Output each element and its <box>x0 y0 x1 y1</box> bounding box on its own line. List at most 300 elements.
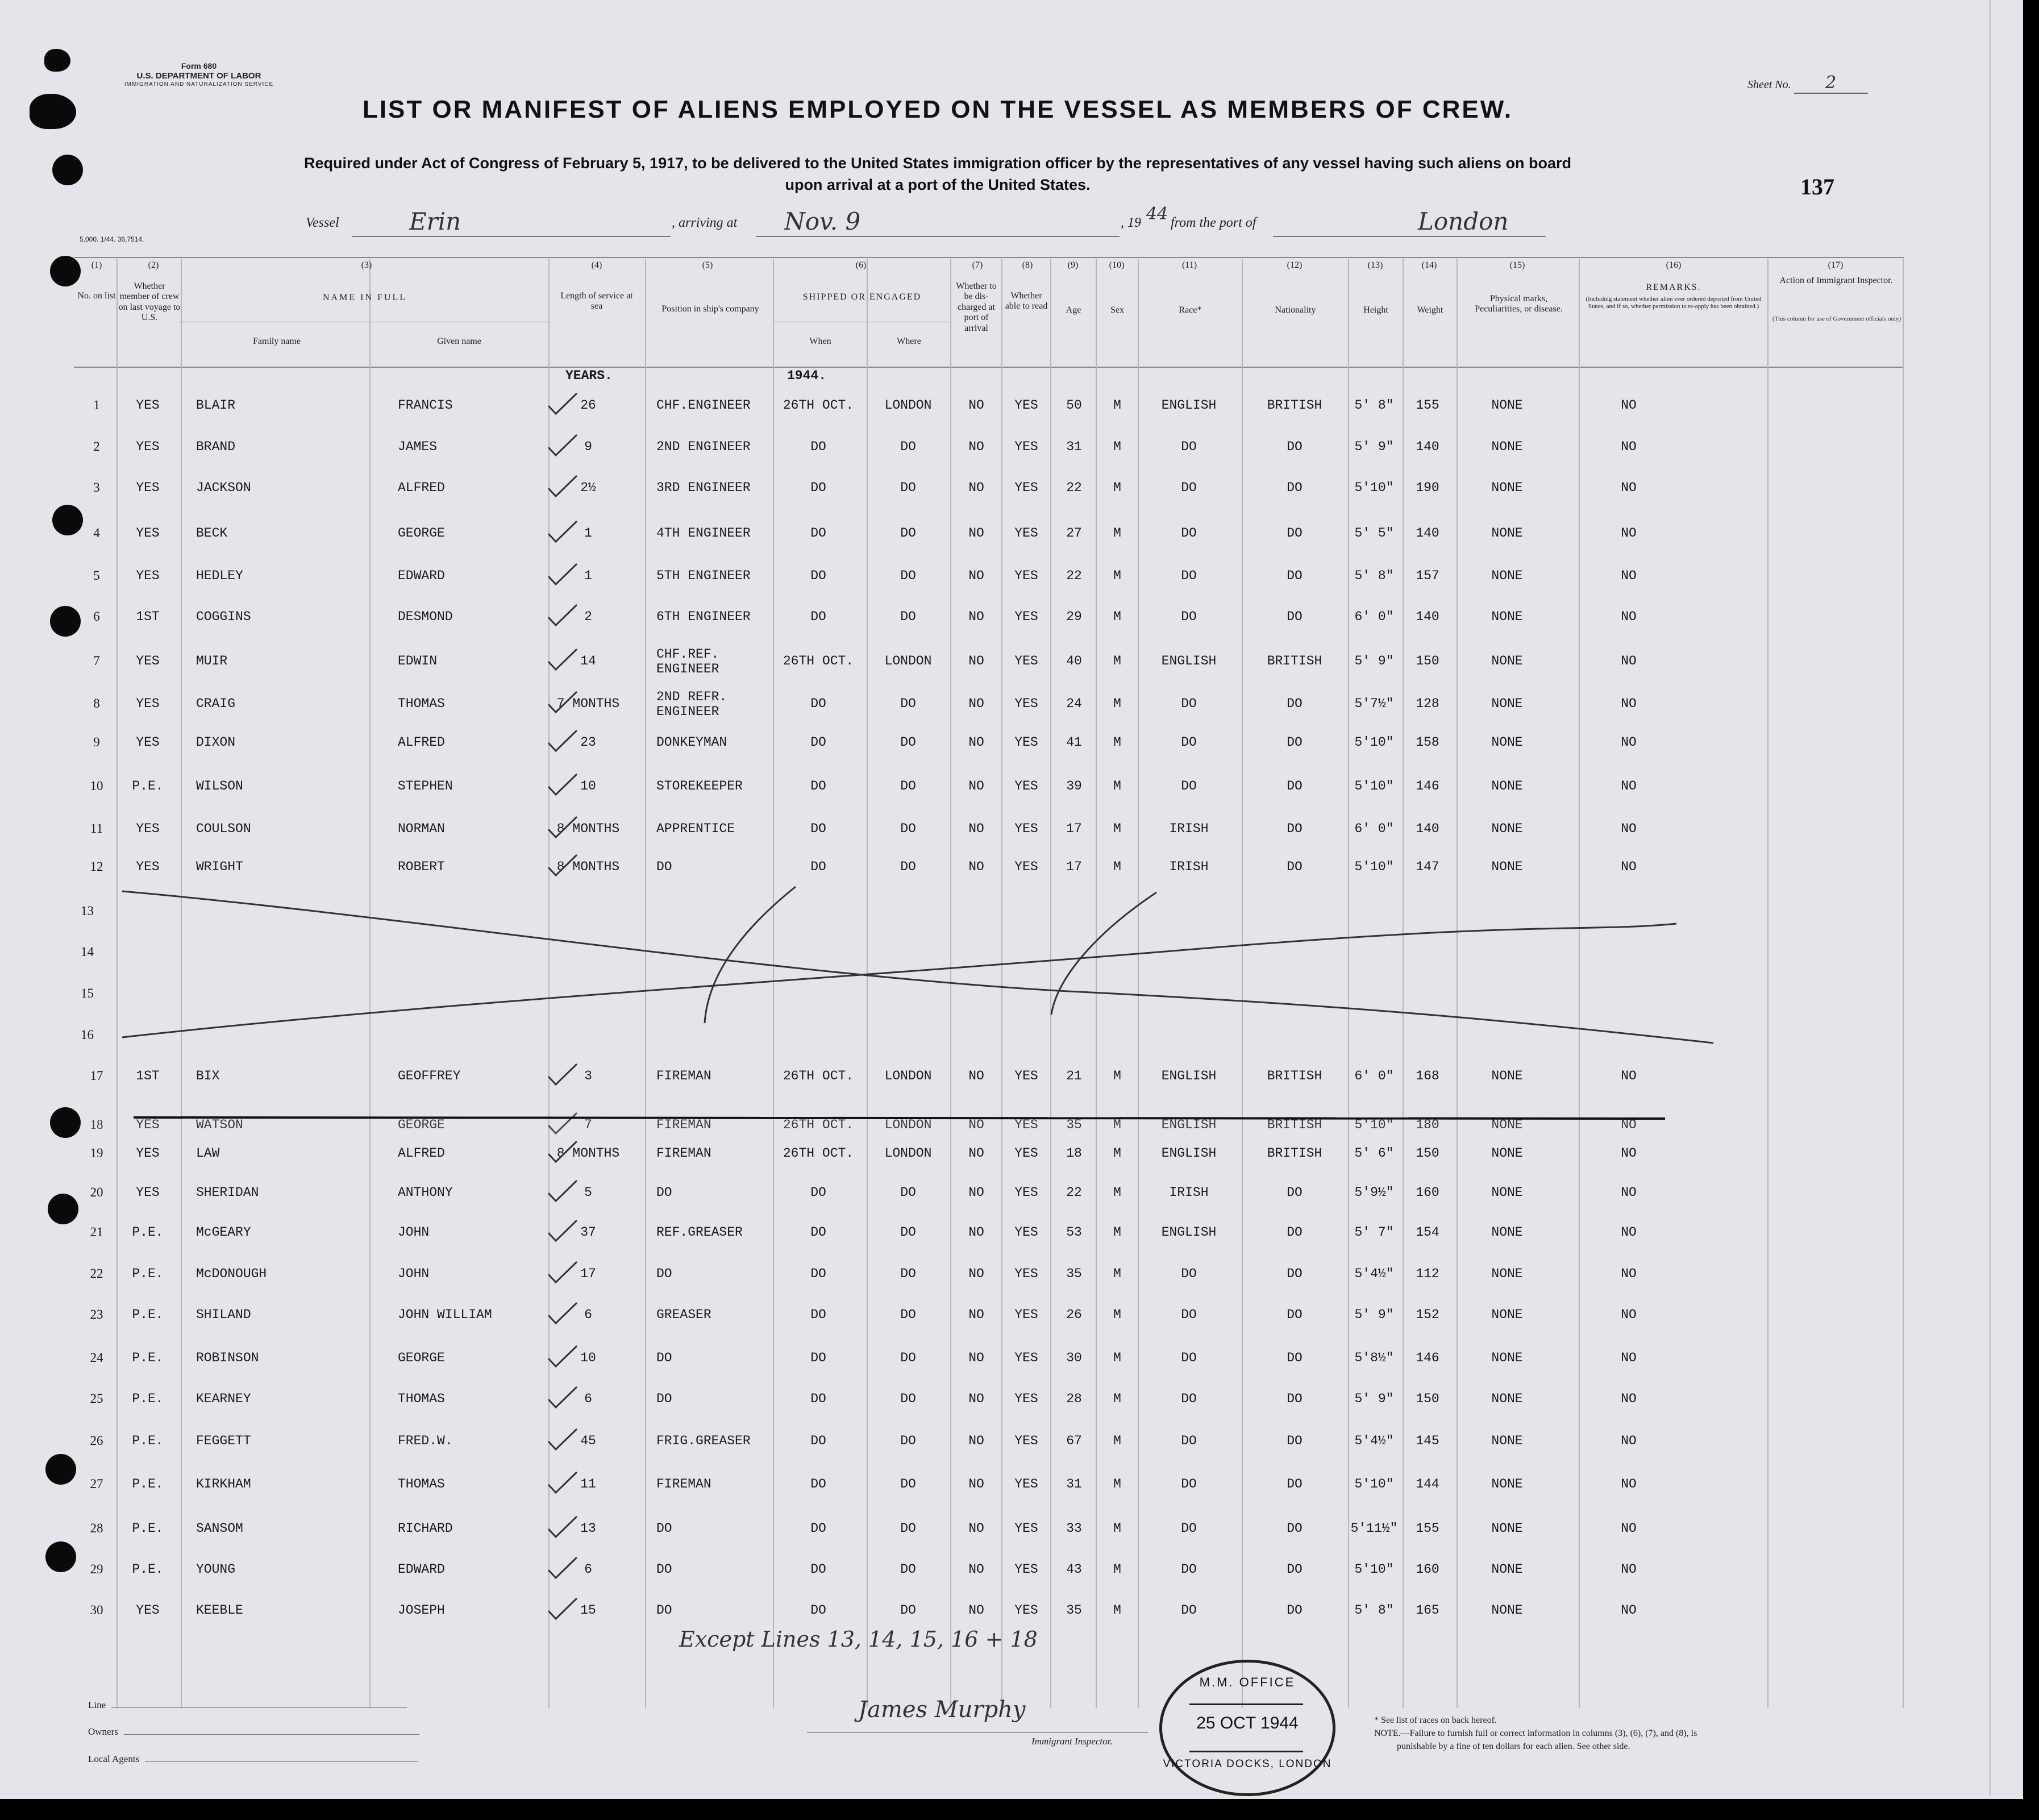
family-name: KEARNEY <box>196 1391 251 1406</box>
weight: 145 <box>1416 1433 1439 1448</box>
col-num: (4) <box>591 260 602 270</box>
position: DO <box>656 1562 672 1577</box>
service-length: 7 <box>584 1117 592 1132</box>
nationality: DO <box>1287 1477 1303 1491</box>
weight: 150 <box>1416 1391 1439 1406</box>
nationality: DO <box>1287 1391 1303 1406</box>
col-num: (14) <box>1421 260 1437 270</box>
given-name: ANTHONY <box>398 1185 453 1200</box>
family-name: WATSON <box>196 1117 243 1132</box>
discharged: NO <box>968 696 984 711</box>
able-to-read: YES <box>1014 735 1038 750</box>
col-num: (15) <box>1509 260 1525 270</box>
age: 35 <box>1066 1266 1082 1281</box>
height: 5'10" <box>1354 779 1394 793</box>
shipped-when: DO <box>810 1351 826 1365</box>
remarks: NO <box>1621 1225 1637 1240</box>
sex: M <box>1113 1391 1121 1406</box>
sex: M <box>1113 526 1121 541</box>
physical-marks: NONE <box>1491 398 1523 413</box>
sex: M <box>1113 859 1121 874</box>
header-position: Position in ship's company <box>661 304 759 314</box>
service-length: 2 <box>584 609 592 624</box>
height: 5'11½" <box>1350 1521 1398 1536</box>
height: 6' 0" <box>1354 821 1394 836</box>
given-name: JOSEPH <box>398 1603 445 1618</box>
discharged: NO <box>968 859 984 874</box>
discharged: NO <box>968 568 984 583</box>
row-number: 8 <box>93 696 100 710</box>
weight: 144 <box>1416 1477 1439 1491</box>
given-name: FRED.W. <box>398 1433 453 1448</box>
position: FIREMAN <box>656 1146 711 1161</box>
weight: 140 <box>1416 526 1439 541</box>
position: CHF.ENGINEER <box>656 398 751 413</box>
service-length: 15 <box>580 1603 596 1618</box>
shipped-when: DO <box>810 821 826 836</box>
cancel-stroke <box>705 887 796 1023</box>
agents-label: Local Agents <box>88 1753 140 1764</box>
row-number: 1 <box>93 398 100 412</box>
line-label: Line <box>88 1700 106 1710</box>
height: 5' 9" <box>1354 1391 1394 1406</box>
shipped-when: DO <box>810 1562 826 1577</box>
given-name: EDWARD <box>398 1562 445 1577</box>
race: DO <box>1181 480 1197 495</box>
family-name: COGGINS <box>196 609 251 624</box>
able-to-read: YES <box>1014 1307 1038 1322</box>
row-number: 25 <box>90 1391 103 1406</box>
header-height: Height <box>1363 305 1388 315</box>
age: 43 <box>1066 1562 1082 1577</box>
service-length: 7 MONTHS <box>556 696 620 711</box>
able-to-read: YES <box>1014 821 1038 836</box>
header-action-note: (This column for use of Government officials only) <box>1772 315 1901 322</box>
shipped-where: DO <box>900 779 916 793</box>
shipped-where: DO <box>900 526 916 541</box>
remarks: NO <box>1621 526 1637 541</box>
height: 5' 8" <box>1354 568 1394 583</box>
sheet-number: 2 <box>1794 73 1868 94</box>
race: DO <box>1181 1391 1197 1406</box>
shipped-when: DO <box>810 568 826 583</box>
able-to-read: YES <box>1014 779 1038 793</box>
given-name: THOMAS <box>398 1477 445 1491</box>
shipped-where: DO <box>900 1391 916 1406</box>
remarks: NO <box>1621 696 1637 711</box>
remarks: NO <box>1621 1391 1637 1406</box>
stamp-top-text: M.M. OFFICE <box>1199 1675 1296 1689</box>
member-status: YES <box>136 568 160 583</box>
able-to-read: YES <box>1014 859 1038 874</box>
row-number: 19 <box>90 1146 103 1160</box>
member-status: 1ST <box>136 609 160 624</box>
height: 5' 7" <box>1354 1225 1394 1240</box>
shipped-where: DO <box>900 1477 916 1491</box>
position: FRIG.GREASER <box>656 1433 751 1448</box>
header-no-on-list: No. on list <box>77 291 116 301</box>
member-status: YES <box>136 859 160 874</box>
remarks: NO <box>1621 1603 1637 1618</box>
race: ENGLISH <box>1161 1117 1217 1132</box>
family-name: SANSOM <box>196 1521 243 1536</box>
family-name: DIXON <box>196 735 236 750</box>
shipped-where: DO <box>900 568 916 583</box>
row-number: 28 <box>90 1521 103 1535</box>
col-num: (8) <box>1022 260 1033 270</box>
shipped-where: DO <box>900 1307 916 1322</box>
discharged: NO <box>968 1307 984 1322</box>
row-number: 9 <box>93 735 100 749</box>
family-name: LAW <box>196 1146 220 1161</box>
family-name: JACKSON <box>196 480 251 495</box>
able-to-read: YES <box>1014 1266 1038 1281</box>
row-number: 6 <box>93 609 100 624</box>
header-weight: Weight <box>1417 305 1443 315</box>
discharged: NO <box>968 398 984 413</box>
given-name: JOHN <box>398 1266 430 1281</box>
remarks: NO <box>1621 1117 1637 1132</box>
sex: M <box>1113 1477 1121 1491</box>
nationality: DO <box>1287 859 1303 874</box>
shipped-when: 26TH OCT. <box>783 654 854 668</box>
sex: M <box>1113 1521 1121 1536</box>
position: 2ND ENGINEER <box>656 439 751 454</box>
nationality: DO <box>1287 526 1303 541</box>
header-remarks: REMARKS. <box>1646 282 1701 292</box>
discharged: NO <box>968 1477 984 1491</box>
sex: M <box>1113 1146 1121 1161</box>
vessel-label: Vessel <box>306 215 339 230</box>
member-status: YES <box>136 1185 160 1200</box>
sex: M <box>1113 609 1121 624</box>
position: 3RD ENGINEER <box>656 480 751 495</box>
member-status: YES <box>136 654 160 668</box>
given-name: ALFRED <box>398 480 445 495</box>
given-name: GEORGE <box>398 1117 445 1132</box>
shipped-where: LONDON <box>884 1146 932 1161</box>
height: 5'10" <box>1354 1477 1394 1491</box>
sex: M <box>1113 568 1121 583</box>
member-status: P.E. <box>132 1433 164 1448</box>
discharged: NO <box>968 735 984 750</box>
able-to-read: YES <box>1014 1562 1038 1577</box>
given-name: GEOFFREY <box>398 1069 461 1083</box>
family-name: WRIGHT <box>196 859 243 874</box>
race: DO <box>1181 609 1197 624</box>
strike-through-row-18 <box>134 1117 1665 1119</box>
weight: 128 <box>1416 696 1439 711</box>
nationality: BRITISH <box>1267 654 1322 668</box>
col-num: (9) <box>1067 260 1079 270</box>
position: DONKEYMAN <box>656 735 727 750</box>
weight: 180 <box>1416 1117 1439 1132</box>
col-num: (3) <box>361 260 372 270</box>
height: 6' 0" <box>1354 1069 1394 1083</box>
sheet-label: Sheet No. <box>1747 78 1791 91</box>
age: 67 <box>1066 1433 1082 1448</box>
service-length: 45 <box>580 1433 596 1448</box>
nationality: BRITISH <box>1267 1069 1322 1083</box>
shipped-when: DO <box>810 439 826 454</box>
weight: 157 <box>1416 568 1439 583</box>
shipped-where: DO <box>900 1433 916 1448</box>
weight: 112 <box>1416 1266 1439 1281</box>
physical-marks: NONE <box>1491 1307 1523 1322</box>
row-number: 21 <box>90 1225 103 1239</box>
shipped-where: DO <box>900 1266 916 1281</box>
family-name: COULSON <box>196 821 251 836</box>
able-to-read: YES <box>1014 1603 1038 1618</box>
able-to-read: YES <box>1014 480 1038 495</box>
sex: M <box>1113 1117 1121 1132</box>
discharged: NO <box>968 526 984 541</box>
blank-row-number: 15 <box>81 986 94 1000</box>
given-name: FRANCIS <box>398 398 453 413</box>
nationality: DO <box>1287 1521 1303 1536</box>
shipped-when: DO <box>810 1225 826 1240</box>
shipped-where: DO <box>900 1521 916 1536</box>
physical-marks: NONE <box>1491 1433 1523 1448</box>
nationality: DO <box>1287 735 1303 750</box>
age: 53 <box>1066 1225 1082 1240</box>
race: DO <box>1181 779 1197 793</box>
age: 26 <box>1066 1307 1082 1322</box>
header-remarks-note: (Including statement whether alien ever ordered deported from United States, and if so, whether permission to re-apply has been obtained.) <box>1586 296 1762 310</box>
header-age: Age <box>1066 305 1081 315</box>
shipped-where: DO <box>900 480 916 495</box>
row-number: 17 <box>90 1069 103 1083</box>
shipped-when: 26TH OCT. <box>783 398 854 413</box>
weight: 160 <box>1416 1185 1439 1200</box>
position: STOREKEEPER <box>656 779 743 793</box>
nationality: DO <box>1287 779 1303 793</box>
discharged: NO <box>968 821 984 836</box>
physical-marks: NONE <box>1491 568 1523 583</box>
height: 5' 8" <box>1354 1603 1394 1618</box>
remarks: NO <box>1621 735 1637 750</box>
header-physical-marks: Physical marks, Peculiarities, or disease. <box>1475 294 1563 314</box>
race: DO <box>1181 1477 1197 1491</box>
height: 5'9½" <box>1354 1185 1394 1200</box>
height: 5' 6" <box>1354 1146 1394 1161</box>
shipped-when: DO <box>810 1603 826 1618</box>
sex: M <box>1113 1266 1121 1281</box>
weight: 140 <box>1416 439 1439 454</box>
service-length: 1 <box>584 526 592 541</box>
print-code: 5,000. 1/44. 36,7514. <box>80 235 144 243</box>
race: ENGLISH <box>1161 398 1217 413</box>
age: 31 <box>1066 439 1082 454</box>
nationality: DO <box>1287 480 1303 495</box>
able-to-read: YES <box>1014 398 1038 413</box>
nationality: DO <box>1287 1225 1303 1240</box>
height: 5' 9" <box>1354 654 1394 668</box>
remarks: NO <box>1621 821 1637 836</box>
years-label: YEARS. <box>565 368 613 383</box>
shipped-where: DO <box>900 1351 916 1365</box>
height: 5' 9" <box>1354 439 1394 454</box>
nationality: BRITISH <box>1267 1117 1322 1132</box>
member-status: 1ST <box>136 1069 160 1083</box>
blank-row-number: 16 <box>81 1028 94 1042</box>
physical-marks: NONE <box>1491 1562 1523 1577</box>
form-number: Form 680 <box>181 61 217 70</box>
member-status: P.E. <box>132 1562 164 1577</box>
member-status: P.E. <box>132 1266 164 1281</box>
race: DO <box>1181 526 1197 541</box>
sex: M <box>1113 1225 1121 1240</box>
physical-marks: NONE <box>1491 1146 1523 1161</box>
weight: 155 <box>1416 1521 1439 1536</box>
given-name: ALFRED <box>398 1146 445 1161</box>
position-line-2: ENGINEER <box>656 704 719 719</box>
physical-marks: NONE <box>1491 1069 1523 1083</box>
sex: M <box>1113 1433 1121 1448</box>
header-sex: Sex <box>1110 305 1124 315</box>
physical-marks: NONE <box>1491 654 1523 668</box>
given-name: JOHN <box>398 1225 430 1240</box>
position: FIREMAN <box>656 1117 711 1132</box>
stamp-date: 25 OCT 1944 <box>1196 1714 1299 1732</box>
shipped-when: DO <box>810 735 826 750</box>
family-name: ROBINSON <box>196 1351 259 1365</box>
race: IRISH <box>1169 1185 1209 1200</box>
remarks: NO <box>1621 568 1637 583</box>
service-name: IMMIGRATION AND NATURALIZATION SERVICE <box>124 81 274 88</box>
shipped-where: DO <box>900 1185 916 1200</box>
service-length: 26 <box>580 398 596 413</box>
weight: 160 <box>1416 1562 1439 1577</box>
member-status: P.E. <box>132 1351 164 1365</box>
header-discharged: Whether to be dis-charged at port of arrival <box>956 281 997 333</box>
family-name: KEEBLE <box>196 1603 243 1618</box>
document-subtitle-2: upon arrival at a port of the United States. <box>785 176 1091 193</box>
member-status: P.E. <box>132 779 164 793</box>
weight: 140 <box>1416 821 1439 836</box>
remarks: NO <box>1621 1477 1637 1491</box>
col-num: (2) <box>148 260 159 270</box>
remarks: NO <box>1621 859 1637 874</box>
header-nationality: Nationality <box>1275 305 1316 315</box>
weight: 140 <box>1416 609 1439 624</box>
weight: 158 <box>1416 735 1439 750</box>
member-status: P.E. <box>132 1391 164 1406</box>
service-length: 10 <box>580 779 596 793</box>
height: 5'4½" <box>1354 1433 1394 1448</box>
sex: M <box>1113 1069 1121 1083</box>
member-status: P.E. <box>132 1477 164 1491</box>
document-subtitle: Required under Act of Congress of February 5, 1917, to be delivered to the United States immigration officer by the representatives of any vessel having such aliens on board <box>303 155 1572 172</box>
row-number: 30 <box>90 1603 103 1617</box>
age: 22 <box>1066 568 1082 583</box>
member-status: YES <box>136 696 160 711</box>
row-number: 12 <box>90 859 103 874</box>
physical-marks: NONE <box>1491 1117 1523 1132</box>
row-number: 11 <box>90 821 103 836</box>
vessel-name: Erin <box>409 207 461 235</box>
shipped-where: DO <box>900 1225 916 1240</box>
given-name: THOMAS <box>398 696 445 711</box>
physical-marks: NONE <box>1491 1477 1523 1491</box>
height: 5'10" <box>1354 1117 1394 1132</box>
position-line-2: ENGINEER <box>656 662 719 676</box>
able-to-read: YES <box>1014 526 1038 541</box>
physical-marks: NONE <box>1491 1225 1523 1240</box>
remarks: NO <box>1621 1562 1637 1577</box>
shipped-when: DO <box>810 696 826 711</box>
physical-marks: NONE <box>1491 1521 1523 1536</box>
age: 31 <box>1066 1477 1082 1491</box>
given-name: EDWIN <box>398 654 438 668</box>
col-num: (7) <box>972 260 983 270</box>
position: DO <box>656 1266 672 1281</box>
handwritten-exception-note: Except Lines 13, 14, 15, 16 + 18 <box>679 1627 1038 1652</box>
port-name: London <box>1418 207 1509 235</box>
service-length: 6 <box>584 1391 592 1406</box>
discharged: NO <box>968 1562 984 1577</box>
header-family-name: Family name <box>253 336 301 346</box>
year-1944-label: 1944. <box>787 368 827 383</box>
shipped-when: DO <box>810 1391 826 1406</box>
height: 6' 0" <box>1354 609 1394 624</box>
header-when: When <box>809 336 831 346</box>
weight: 190 <box>1416 480 1439 495</box>
shipped-where: DO <box>900 821 916 836</box>
discharged: NO <box>968 779 984 793</box>
family-name: CRAIG <box>196 696 236 711</box>
nationality: DO <box>1287 1185 1303 1200</box>
row-number: 26 <box>90 1433 103 1448</box>
shipped-when: DO <box>810 609 826 624</box>
blank-row-number: 14 <box>81 945 94 959</box>
physical-marks: NONE <box>1491 480 1523 495</box>
service-length: 37 <box>580 1225 596 1240</box>
nationality: DO <box>1287 821 1303 836</box>
service-length: 13 <box>580 1521 596 1536</box>
family-name: FEGGETT <box>196 1433 251 1448</box>
able-to-read: YES <box>1014 696 1038 711</box>
service-length: 2½ <box>580 480 596 495</box>
shipped-where: DO <box>900 1603 916 1618</box>
weight: 150 <box>1416 1146 1439 1161</box>
discharged: NO <box>968 609 984 624</box>
height: 5'10" <box>1354 480 1394 495</box>
header-able-read: Whether able to read <box>1005 291 1048 311</box>
discharged: NO <box>968 439 984 454</box>
able-to-read: YES <box>1014 1117 1038 1132</box>
sex: M <box>1113 735 1121 750</box>
age: 28 <box>1066 1391 1082 1406</box>
col-num: (1) <box>91 260 102 270</box>
member-status: YES <box>136 480 160 495</box>
footnote-penalty-2: punishable by a fine of ten dollars for each alien. See other side. <box>1397 1742 1630 1752</box>
remarks: NO <box>1621 779 1637 793</box>
race: DO <box>1181 1603 1197 1618</box>
family-name: SHILAND <box>196 1307 251 1322</box>
document-title: LIST OR MANIFEST OF ALIENS EMPLOYED ON THE VESSEL AS MEMBERS OF CREW. <box>362 95 1513 123</box>
family-name: BLAIR <box>196 398 236 413</box>
row-number: 7 <box>93 654 100 668</box>
physical-marks: NONE <box>1491 779 1523 793</box>
nationality: BRITISH <box>1267 1146 1322 1161</box>
age: 17 <box>1066 859 1082 874</box>
position: DO <box>656 1351 672 1365</box>
nationality: DO <box>1287 609 1303 624</box>
service-length: 6 <box>584 1307 592 1322</box>
family-name: MUIR <box>196 654 228 668</box>
given-name: EDWARD <box>398 568 445 583</box>
